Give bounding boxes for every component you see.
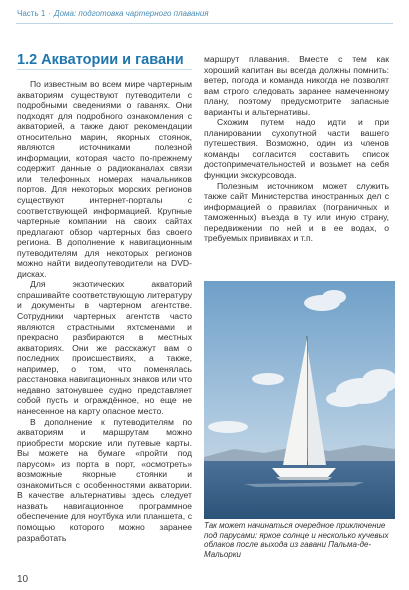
sailboat-photo-illustration xyxy=(204,281,395,519)
running-head-separator: · xyxy=(48,9,51,18)
right-text-column xyxy=(204,54,389,284)
left-paragraph-1: По известным во всем мире чартерным акваториям существуют путеводители с подробными сведениями о гаванях. Они подходят для подробного ознакомления с акваторией, а также дают рекомендации относительно марин, якорных стоянок, являются источниками полезной информации, которая часто по-прежнему содержит данные о радиоканалах связи или телефонных номерах начальников портов. Для некоторых морских регионов существуют интернет-порталы с соответствующей информацией. Крупные чартерные компании на своих сайтах предлагают обзор чартерных баз своего региона. В дополнение к навигационным путеводителям для некоторых регионов можно найти видеопутеводители на DVD-дисках. xyxy=(17,79,192,279)
running-head-topic: Дома: подготовка чартерного плавания xyxy=(53,9,209,18)
section-title: 1.2 Акватории и гавани xyxy=(17,52,184,68)
left-paragraph-2: Для экзотических акваторий спрашивайте соответствующую литературу и документы в чартерном агентстве. Сотрудники чартерных агентств часто являются страстными яхтсменами и прекрасно разбираются в местных акваториях. Они же расскажут вам о последних происшествиях, а также, например, о том, что поменялась расстановка навигационных знаков или что недавно затонувшее судно представляет собой пусть и ограждённое, но еще не нанесенное на карту опасное место. xyxy=(17,279,192,416)
sailboat-photo xyxy=(204,281,395,519)
header-divider xyxy=(16,23,393,24)
photo-caption: Так может начинаться очередное приключение под парусами: яркое солнце и несколько кучевых облаков после выхода из гавани Пальма-де-Мальорки xyxy=(204,521,389,560)
right-paragraph-2: Схожим путем надо идти и при планировании сухопутной части вашего путешествия. Возможно, один из членов команды согласится составить список достопримечательностей и возьмет на себя функции экскурсовода. xyxy=(204,117,389,181)
right-paragraph-3: Полезным источником может служить также сайт Министерства иностранных дел с информацией о правилах (пограничных и таможенных) въезда в ту или иную страну, передвижении по ней и в ее водах, о требуемых прививках и т.п. xyxy=(204,180,389,244)
page-number: 10 xyxy=(17,574,29,585)
title-divider xyxy=(17,69,192,70)
left-text-column xyxy=(17,79,192,580)
running-head xyxy=(17,9,209,18)
right-paragraph-1: маршрут плавания. Вместе с тем как хороший капитан вы всегда должны помнить: ветер, погода и команда никогда не позволят вам строго следовать заранее намеченному плану, поэтому предусмотрите запасные варианты и альтернативы. xyxy=(204,54,389,117)
left-paragraph-3: В дополнение к путеводителям по акваториям и маршрутам можно приобрести морские или путевые карты. Вы можете на бумаге «пройти под парусом» из порта в порт, «осмотреть» возможные якорные стоянки и ознакомиться с особенностями акватории. В качестве альтернативы здесь следует назвать навигационное программное обеспечение для ноутбука или планшета, с помощью которого можно заранее разработать xyxy=(17,416,192,543)
running-head-part: Часть 1 xyxy=(17,9,46,18)
